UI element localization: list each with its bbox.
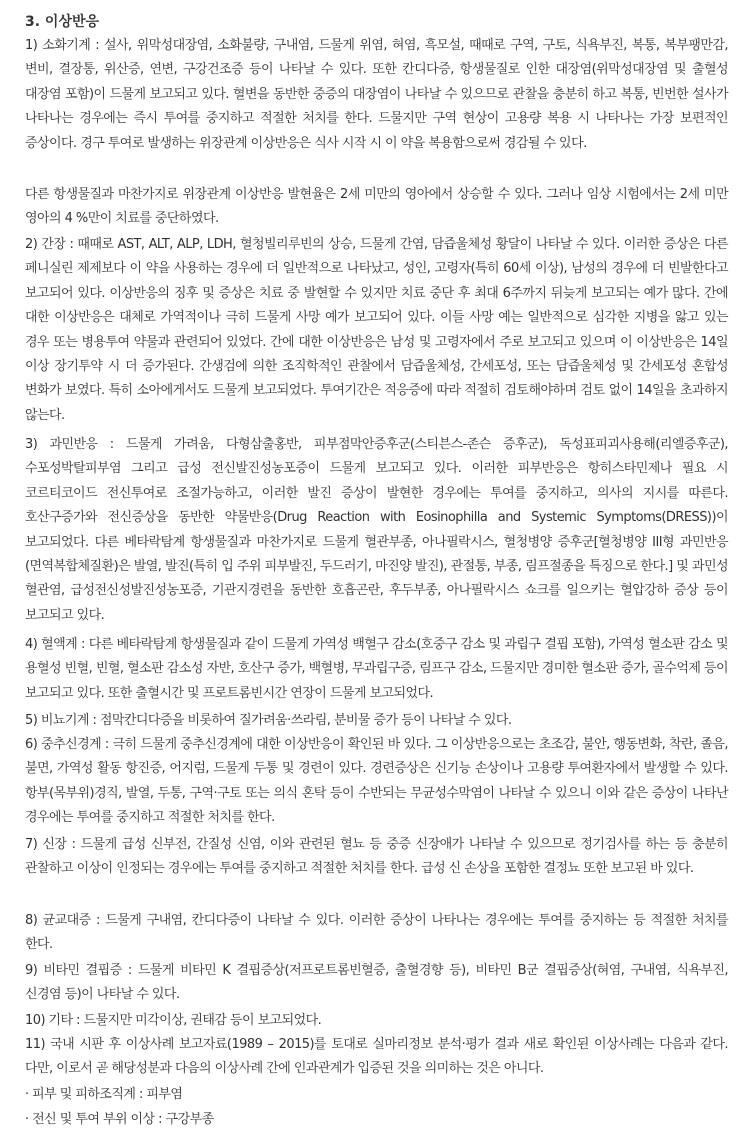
paragraph-superinfection: 8) 균교대증 : 드물게 구내염, 칸디다증이 나타날 수 있다. 이러한 증상이 나타나는 경우에는 투여를 중지하는 등 적절한 처치를 한다. — [25, 913, 728, 953]
paragraph-blood: 4) 혈액계 : 다른 베타락탐계 항생물질과 같이 드물게 가역성 백혈구 감소(호중구 감소 및 과립구 결핍 포함), 가역성 혈소판 감소 및 용혈성 빈혈, 빈혈, 혈소판 감소성 자반, 호산구 증가, 백혈병, 무과립구증, 림프구 감소, 드물지만 경미한 혈소판 증가, 골수억제 등이 보고되고 있다. 또한 출혈시간 및 프로트롬빈시간 연장이 드물게 보고되었다. — [25, 637, 728, 701]
paragraph-other: 10) 기타 : 드물지만 미각이상, 권태감 등이 보고되었다. — [25, 1013, 322, 1028]
list-item-systemic: · 전신 및 투여 부위 이상 : 구강부종 — [25, 1112, 214, 1127]
paragraph-urinary: 5) 비뇨기계 : 점막칸디다증을 비롯하여 질가려움·쓰라림, 분비물 증가 등이 나타날 수 있다. — [25, 713, 512, 728]
paragraph-vitamin-deficiency: 9) 비타민 결핍증 : 드물게 비타민 K 결핍증상(저프로트롬빈혈증, 출혈경향 등), 비타민 B군 결핍증상(혀염, 구내염, 식욕부진, 신경염 등)이 나타날 수 있다. — [25, 963, 728, 1003]
paragraph-gastrointestinal-infants: 다른 항생물질과 마찬가지로 위장관계 이상반응 발현율은 2세 미만의 영아에서 상승할 수 있다. 그러나 임상 시험에서는 2세 미만 영아의 4 %만이 치료를 중단하였다. — [25, 187, 728, 227]
paragraph-liver: 2) 간장 : 때때로 AST, ALT, ALP, LDH, 혈청빌리루빈의 상승, 드물게 간염, 담즙울체성 황달이 나타날 수 있다. 이러한 증상은 다른 페니실린 제제보다 이 약을 사용하는 경우에 더 일반적으로 나타났고, 성인, 고령자(특히 60세 이상), 남성의 경우에 더 빈발한다고 보고되어 있다. 이상반응의 징후 및 증상은 치료 중 발현할 수 있지만 치료 중단 후 최대 6주까지 뒤늦게 보고되는 예가 많다. 간에 대한 이상반응은 대체로 가역적이나 극히 드물게 사망 예가 보고되어 있다. 이들 사망 예는 일반적으로 심각한 지병을 앓고 있는 경우 또는 병용투여 약물과 관련되어 있었다. 간에 대한 이상반응은 남성 및 고령자에서 주로 보고되고 있으며 이 이상반응은 14일 이상 장기투약 시 더 증가된다. 간생검에 의한 조직학적인 관찰에서 담즙울체성, 간세포성, 또는 담즙울체성 및 간세포성 혼합성 변화가 보였다. 특히 소아에게서도 드물게 보고되었다. 투여기간은 적응증에 따라 적절히 검토해야하며 검토 없이 14일을 초과하지 않는다. — [25, 237, 728, 423]
list-item-skin: · 피부 및 피하조직계 : 피부염 — [25, 1087, 183, 1102]
paragraph-central-nervous-system: 6) 중추신경계 : 극히 드물게 중추신경계에 대한 이상반응이 확인된 바 있다. 그 이상반응으로는 초조감, 불안, 행동변화, 착란, 졸음, 불면, 가역성 활동 항진증, 어지럼, 드물게 두통 및 경련이 있다. 경련증상은 신기능 손상이나 고용량 투여환자에서 발생할 수 있다. 항부(목부위)경직, 발열, 두통, 구역·구토 또는 의식 혼탁 등이 수반되는 무균성수막염이 나타날 수 있으니 이와 같은 증상이 나타난 경우에는 투여를 중지하고 적절한 처치를 한다. — [25, 737, 728, 826]
paragraph-hypersensitivity: 3) 과민반응 : 드물게 가려움, 다형삼출홍반, 피부점막안증후군(스티븐스-존슨 증후군), 독성표피괴사용해(리엘증후군), 수포성박탈피부염 그리고 급성 전신발진성농포증이 드물게 보고되고 있다. 이러한 피부반응은 항히스타민제나 필요 시 코르티코이드 전신투여로 조절가능하고, 이러한 발진 증상이 발현한 경우에는 투여를 중지하고, 의사의 지시를 따른다. 호산구증가와 전신증상을 동반한 약물반응(Drug Reaction with Eosinophilla and Systemic Symptoms(DRESS))이 보고되었다. 다른 베타락탐계 항생물질과 마찬가지로 드물게 혈관부종, 아나필락시스, 혈청병양 증후군[혈청병양 III형 과민반응(면역복합체질환)은 발열, 발진(특히 입 주위 피부발진, 두드러기, 마진양 발진), 관절통, 부종, 림프절종을 특징으로 한다.] 및 과민성 혈관염, 급성전신성발진성농포증, 기관지경련을 동반한 호흡곤란, 후두부종, 아나필락시스 쇼크를 일으키는 혈압강하 증상 등이 보고되고 있다. — [25, 437, 728, 623]
paragraph-kidney: 7) 신장 : 드물게 급성 신부전, 간질성 신염, 이와 관련된 혈뇨 등 중증 신장애가 나타날 수 있으므로 정기검사를 하는 등 충분히 관찰하고 이상이 인정되는 경우에는 투여를 중지하고 적절한 처치를 한다. 급성 신 손상을 포함한 결정뇨 또한 보고된 바 있다. — [25, 837, 728, 877]
section-title: 3. 이상반응 — [25, 14, 100, 30]
paragraph-gastrointestinal: 1) 소화기계 : 설사, 위막성대장염, 소화불량, 구내염, 드물게 위염, 혀염, 흑모설, 때때로 구역, 구토, 식욕부진, 복통, 복부팽만감, 변비, 결장통, 위산증, 연변, 구강건조증 등이 나타날 수 있다. 또한 칸디다증, 항생물질로 인한 대장염(위막성대장염 및 출혈성 대장염 포함)이 드물게 보고되고 있다. 혈변을 동반한 중증의 대장염이 나타날 수 있으므로 관찰을 충분히 하고 복통, 빈번한 설사가 나타나는 경우에는 즉시 투여를 중지하고 적절한 처치를 한다. 드물지만 구역 현상이 고용량 복용 시 나타나는 가장 보편적인 증상이다. 경구 투여로 발생하는 위장관계 이상반응은 식사 시작 시 이 약을 복용함으로써 경감될 수 있다. — [25, 38, 728, 151]
paragraph-post-marketing: 11) 국내 시판 후 이상사례 보고자료(1989 – 2015)를 토대로 실마리정보 분석·평가 결과 새로 확인된 이상사례는 다음과 같다. 다만, 이로서 곧 해당성분과 다음의 이상사례 간에 인과관계가 입증된 것을 의미하는 것은 아니다. — [25, 1037, 728, 1077]
